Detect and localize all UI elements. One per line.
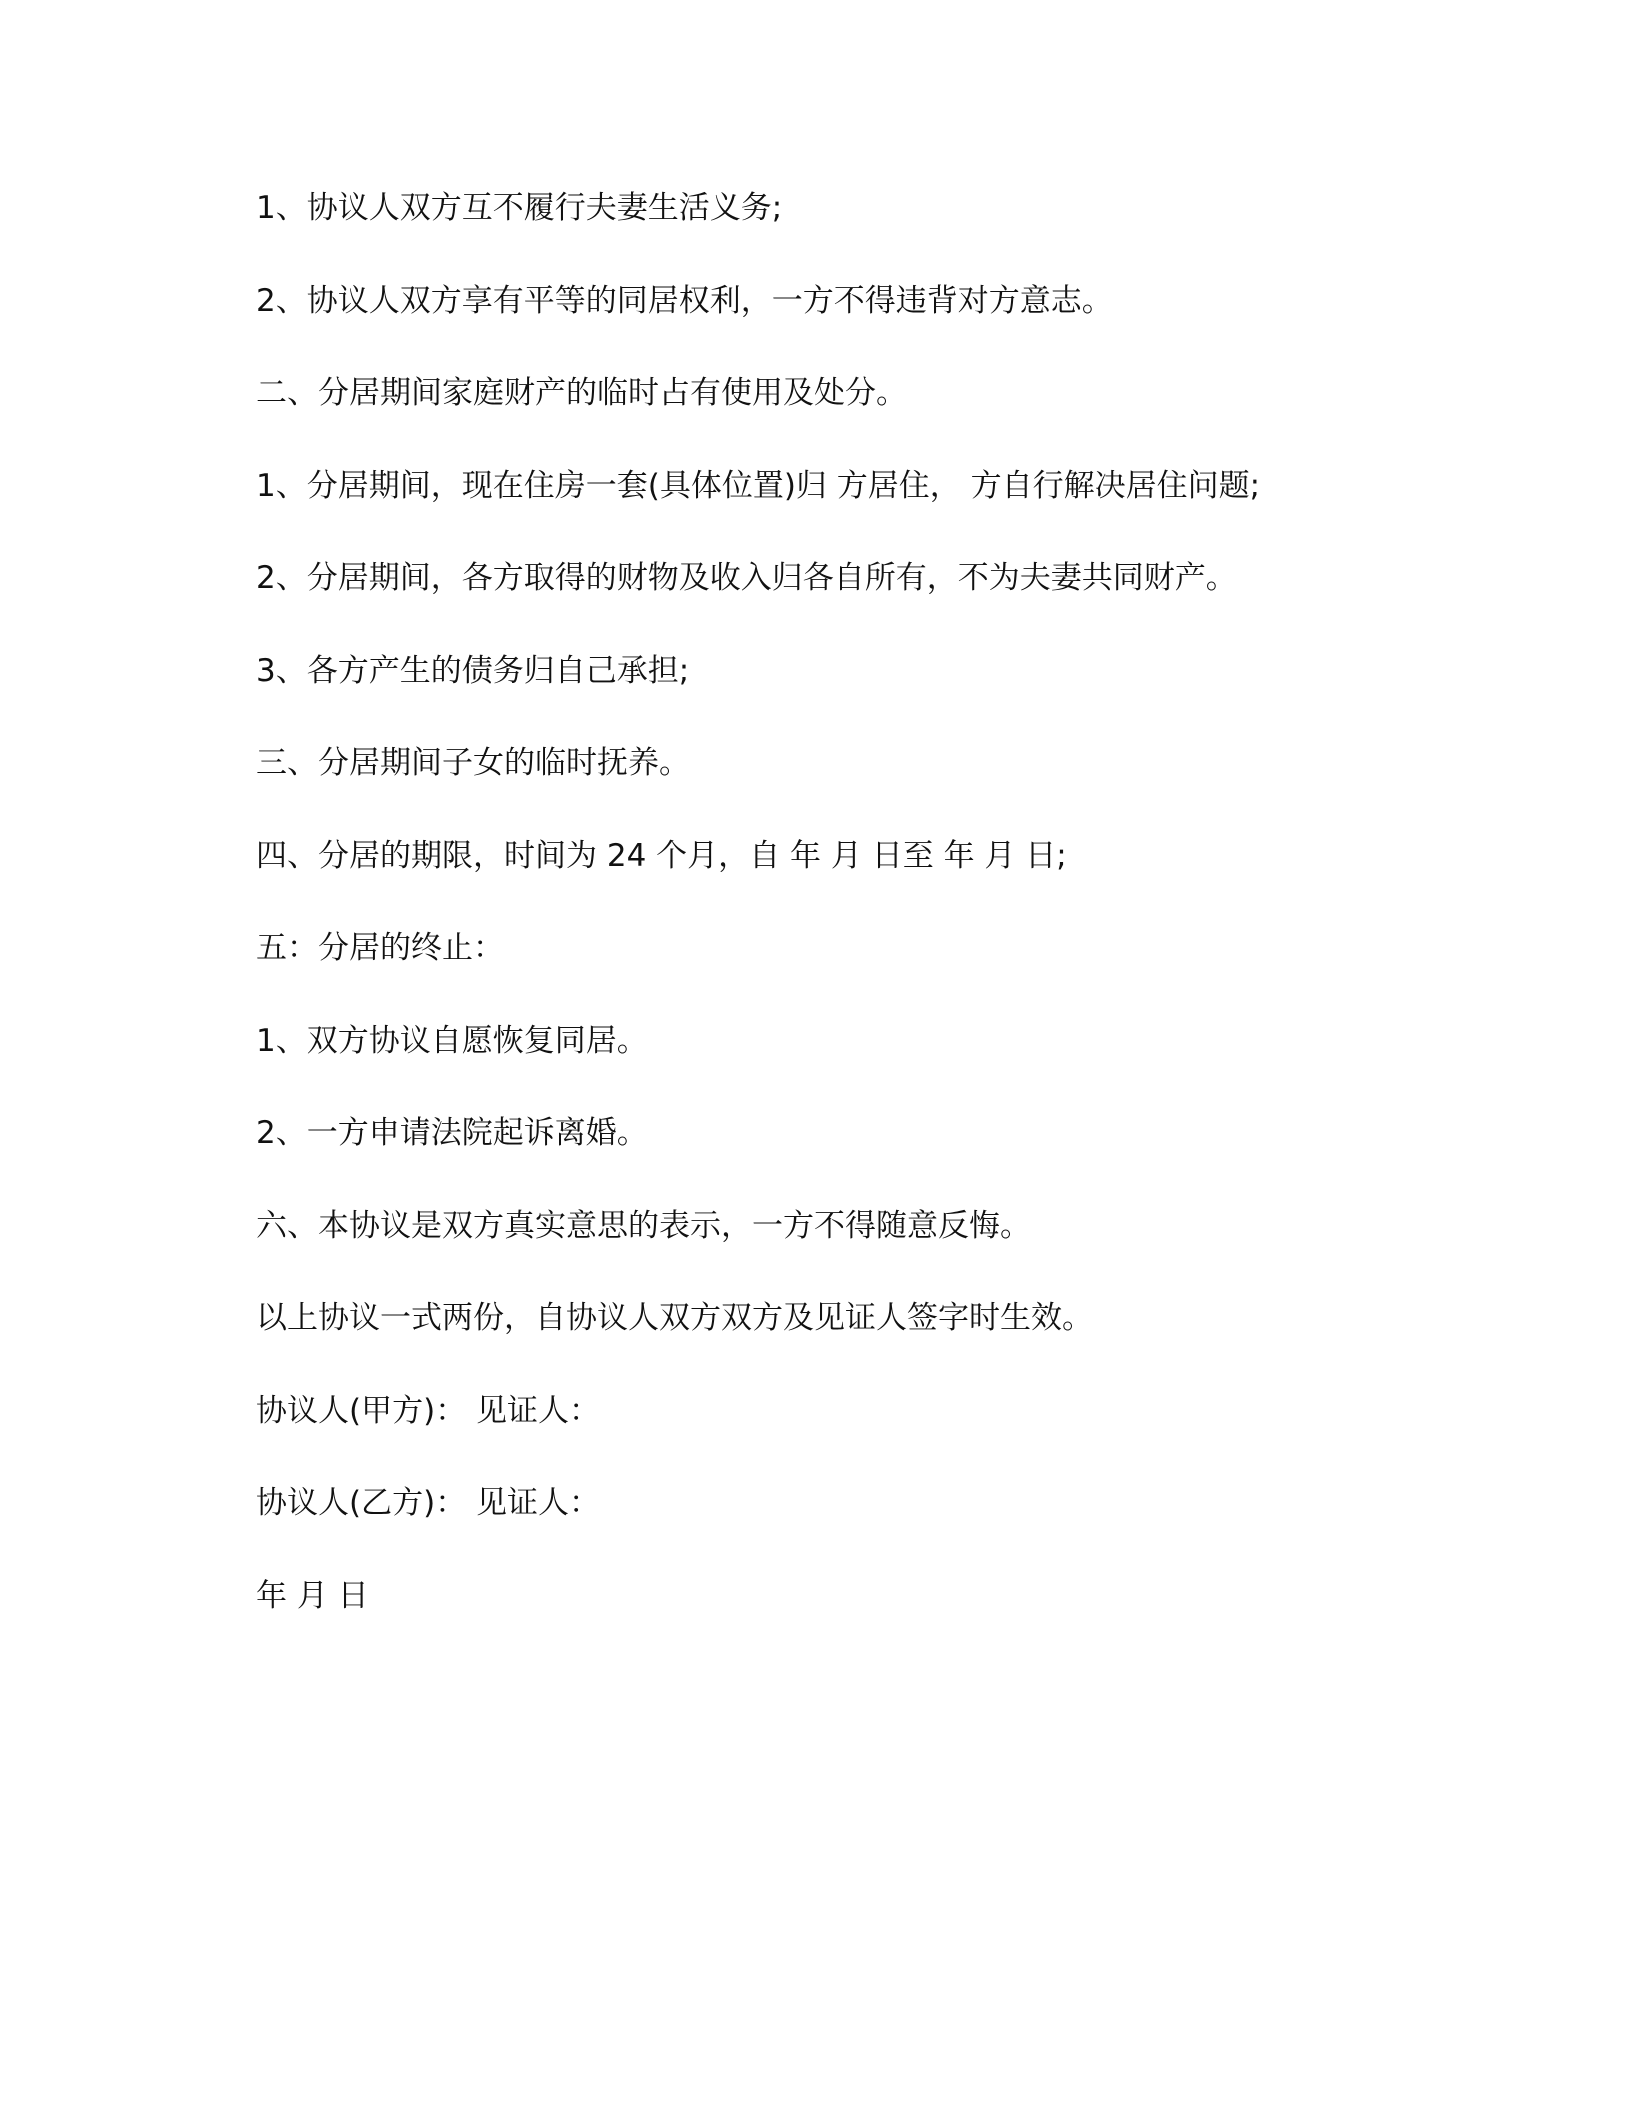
clause-1-2: 2、协议人双方享有平等的同居权利，一方不得违背对方意志。: [256, 282, 1113, 319]
section-2-heading: 二、分居期间家庭财产的临时占有使用及处分。: [256, 375, 907, 411]
clause-1-1: 1、协议人双方互不履行夫妻生活义务;: [256, 190, 783, 226]
clause-2-1: 1、分居期间，现在住房一套(具体位置)归 方居住， 方自行解决居住问题;: [256, 467, 1261, 504]
clause-5-2: 2、一方申请法院起诉离婚。: [256, 1115, 648, 1151]
signature-line-party-a: 协议人(甲方)： 见证人：: [256, 1392, 601, 1429]
section-5-heading: 五：分居的终止：: [256, 930, 504, 966]
clause-2-3: 3、各方产生的债务归自己承担;: [256, 652, 690, 689]
section-4-heading: 四、分居的期限，时间为 24 个月，自 年 月 日至 年 月 日;: [256, 837, 1067, 874]
effectiveness-statement: 以上协议一式两份，自协议人双方双方及见证人签字时生效。: [256, 1300, 1093, 1336]
section-3-heading: 三、分居期间子女的临时抚养。: [256, 745, 690, 781]
clause-5-1: 1、双方协议自愿恢复同居。: [256, 1022, 648, 1059]
clause-2-2: 2、分居期间，各方取得的财物及收入归各自所有，不为夫妻共同财产。: [256, 560, 1237, 596]
signature-line-party-b: 协议人(乙方)： 见证人：: [256, 1485, 601, 1521]
date-line: 年 月 日: [256, 1577, 369, 1614]
document-body: [256, 188, 1406, 1668]
section-6-heading: 六、本协议是双方真实意思的表示，一方不得随意反悔。: [256, 1207, 1031, 1244]
